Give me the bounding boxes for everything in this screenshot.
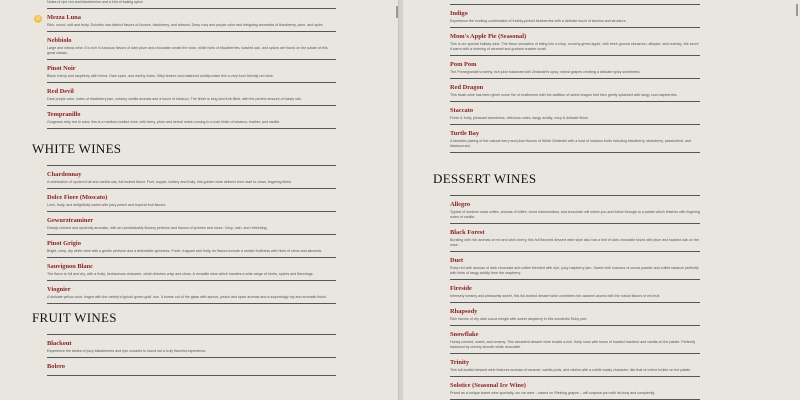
menu-item-name: Mezza Luna <box>47 14 81 21</box>
menu-item-desc: Black cherry and raspberry with herbs. Dark spice, and earthy notes. Silky texture and balanced acidity make this a very food-friendly red wine. <box>47 74 274 78</box>
menu-item <box>47 83 336 106</box>
menu-item <box>450 102 700 125</box>
fruit-wine-list <box>47 335 336 376</box>
menu-item-desc: Lush, fruity, and delightfully sweet with juicy peach and tropical fruit flavors. <box>47 203 167 207</box>
menu-item-desc: Typical of medium roast coffee, aromas of toffee, burnt marshmallow, and chocolate will entice you and follow through to a palate which finishes with lingering notes of vanilla. <box>450 210 700 219</box>
menu-item-name: Duet <box>450 257 464 264</box>
menu-item <box>450 377 700 400</box>
menu-item-name: Red Dragon <box>450 84 484 91</box>
menu-item <box>450 28 700 56</box>
menu-item-desc: Bursting with rich aromas of red and dark cherry, this full flavored dessert wine style also has a hint of dark chocolate fused with plum and toasted oak on the nose. <box>450 238 699 247</box>
menu-item-desc: This is our special holiday wine. The flavor sensation of biting into a crisp, crunchy green apple, with fresh ground cinnamon, allspice, and nutmeg. We serve it warm with a rimming of caramel and graham cracker crust! <box>450 42 699 51</box>
menu-item <box>47 106 336 129</box>
menu-item <box>47 235 336 258</box>
menu-item <box>47 358 336 376</box>
menu-item-desc: Notes of ripe red and blackberries and a hint of baking spice. <box>47 0 144 4</box>
menu-item <box>47 335 336 358</box>
menu-item <box>47 212 336 235</box>
menu-item-name: Pinot Noir <box>47 65 76 72</box>
menu-item-desc: A celebration of opulent fruit and vanilla oak, full-bodied flavor. Fruit, supple, buttery and fruity, this golden wine delivers from start to clean, lingering finish. <box>47 180 292 184</box>
menu-item-name: Blackout <box>47 340 72 347</box>
white-wine-list <box>47 166 336 304</box>
smiley-icon[interactable]: ☺ <box>34 16 42 22</box>
menu-item-desc: Experience the exciting combination of freshly-picked blueberries with a delicate touch of tannins and structure. <box>450 19 627 23</box>
menu-item-desc: Intensely creamy and pleasantly sweet, this full-bodied dessert wine combines rich caramel aroma with the robust flavors of red fruit. <box>450 294 661 298</box>
menu-item-desc: The Pomegranate's earthy, rich juice balances with Zinfandel's spicy, robust grapes creating a delicate spicy sweetness. <box>450 70 641 74</box>
menu-item-name: Allegro <box>450 201 471 208</box>
menu-item-desc: The flavor is full and dry, with a fruity, herbaceous character, which finishes crisp and clean. A versatile wine which handles a wide range of herbs, spices and flavorings. <box>47 272 314 276</box>
menu-item-desc: Bright, crisp, dry white wine with a gentle perfume and a delectable spiciness. Fresh, fragrant and fruity, its flavors include a certain fruitiness with hints of citrus and almonds. <box>47 249 323 253</box>
menu-item <box>450 224 700 252</box>
menu-item-desc: Experience the tastes of juicy blackberries and ripe currants to round out a truly flavorful experience. <box>47 349 207 353</box>
menu-item <box>450 252 700 280</box>
menu-item <box>450 5 700 28</box>
menu-item <box>47 9 336 32</box>
menu-item-name: Gewurztraminer <box>47 217 94 224</box>
menu-item <box>47 258 336 281</box>
menu-item <box>450 79 700 102</box>
menu-item-desc: Deeply colored and opulently aromatic, with an unmistakably flowery perfume and flavors of lychees and roses. Crisp, lush, and refreshing. <box>47 226 268 230</box>
menu-item-name: Pinot Grigio <box>47 240 81 247</box>
menu-item <box>450 303 700 326</box>
menu-item-name: Snowflake <box>450 331 479 338</box>
menu-item-desc: A delicate yellow color, tinged with the variety's typical 'green gold' hue. It bursts out of the glass with apricot, peach and spice aromas and a surprisingly dry and aromatic finish. <box>47 295 327 299</box>
menu-item-name: Chardonnay <box>47 171 82 178</box>
menu-item <box>450 354 700 377</box>
menu-item <box>47 166 336 189</box>
menu-item-desc: This blush wine has been given some fire of excitement with the addition of sweet dragon fruit then gently splashed with tangy cool raspberries. <box>450 93 678 97</box>
menu-item-desc: Large and robust wine. It is rich in luscious flavors of dark plum and chocolate create the nose, while hints of blackberries, toasted oak, and spices are found on the palate of this great classic. <box>47 46 328 55</box>
menu-item <box>47 60 336 83</box>
right-menu-column <box>402 0 800 400</box>
menu-item-desc: Rich, round, soft and fruity. Dolcetto has distinct flavors of licorice, blackberry, and almond. Deep ruby and purple color and intriguing aromatics of blackberry, plum, and spice. <box>47 23 324 27</box>
fruit-wine-list-cont <box>450 5 700 153</box>
scrollbar-left[interactable] <box>396 6 398 18</box>
menu-item-desc: Ruby red with aromas of dark chocolate and coffee blended with ripe, juicy raspberry jam. Sweet with nuances of cocoa powder and coffee balance perfectly with hints of tangy acidity from the raspberry. <box>450 266 699 275</box>
menu-item-desc: Priced as a unique sweet wine specialty, our ice wine – based on Riesling grapes – will surprise you with its body and complexity. <box>450 391 656 395</box>
menu-item-desc: A fantastic pairing of the natural berry and plum flavors of White Zinfandel with a host of luscious fruits including blackberry, strawberry, passionfruit, and blackcurrant. <box>450 139 692 148</box>
menu-item-name: Sauvignon Blanc <box>47 263 93 270</box>
menu-item-name: Black Forest <box>450 229 485 236</box>
section-title-dessert-wines: DESSERT WINES <box>433 171 537 186</box>
menu-item-name: Nebbiolo <box>47 37 72 44</box>
menu-item-name: Staccato <box>450 107 474 114</box>
menu-item-name: Solstice (Seasonal Ice Wine) <box>450 382 526 389</box>
menu-item <box>47 281 336 304</box>
menu-item-desc: This full-bodied dessert wine features aromas of caramel, vanilla pods, and raisins with a subtle toasty character, like that of crème brûlée on the palate. <box>450 368 692 372</box>
menu-item-name: Dolce Fiore (Moscato) <box>47 194 108 201</box>
menu-item-name: Rhapsody <box>450 308 478 315</box>
menu-item <box>450 125 700 153</box>
menu-item-name: Fireside <box>450 285 472 292</box>
red-wine-list <box>47 9 336 129</box>
menu-item-name: Tempranillo <box>47 111 81 118</box>
menu-item <box>47 189 336 212</box>
menu-item-name: Red Devil <box>47 88 74 95</box>
menu-item-name: Pom Pom <box>450 61 477 68</box>
menu-item-name: Viognier <box>47 286 71 293</box>
menu-item-desc: Gorgeous ruby red in color, this is a medium-bodied wine, with berry, plum and herbal notes running to a lush finish of tobacco, leather, and vanilla. <box>47 120 281 124</box>
menu-item <box>450 56 700 79</box>
section-title-white-wines: WHITE WINES <box>32 141 122 156</box>
menu-item-desc: Fresh & fruity, pleasant sweetness, delicious notes, tangy acidity, crisp & delicate finish. <box>450 116 589 120</box>
menu-item-name: Bolero <box>47 363 65 370</box>
menu-item-name: Indigo <box>450 10 468 17</box>
menu-item <box>450 326 700 354</box>
dessert-wine-list <box>450 196 700 400</box>
section-title-fruit-wines: FRUIT WINES <box>32 310 117 325</box>
menu-item <box>450 280 700 303</box>
menu-item-desc: Rich flavors of dry dark cocoa mingle with sweet raspberry in this wonderful Ruby port. <box>450 317 588 321</box>
menu-item-name: Mom's Apple Pie (Seasonal) <box>450 33 527 40</box>
menu-item-top-snippet <box>47 0 336 9</box>
menu-item-desc: Honey colored, sweet, and creamy. This decadent dessert wine boasts a rich, fruity nose with tones of toasted hazelnut and vanilla on the palate. Perfectly balanced by velvety smooth white chocolate. <box>450 340 696 349</box>
menu-item <box>450 196 700 224</box>
menu-item-name: Trinity <box>450 359 470 366</box>
menu-item-desc: Dark purple color, notes of blackberry jam, creamy vanilla aromas and a touch of tobacco. The finish is long and fruit-filled, with the perfect amount of toasty oak. <box>47 97 302 101</box>
menu-item <box>47 32 336 60</box>
left-menu-column <box>0 0 398 400</box>
menu-item-name: Turtle Bay <box>450 130 480 137</box>
